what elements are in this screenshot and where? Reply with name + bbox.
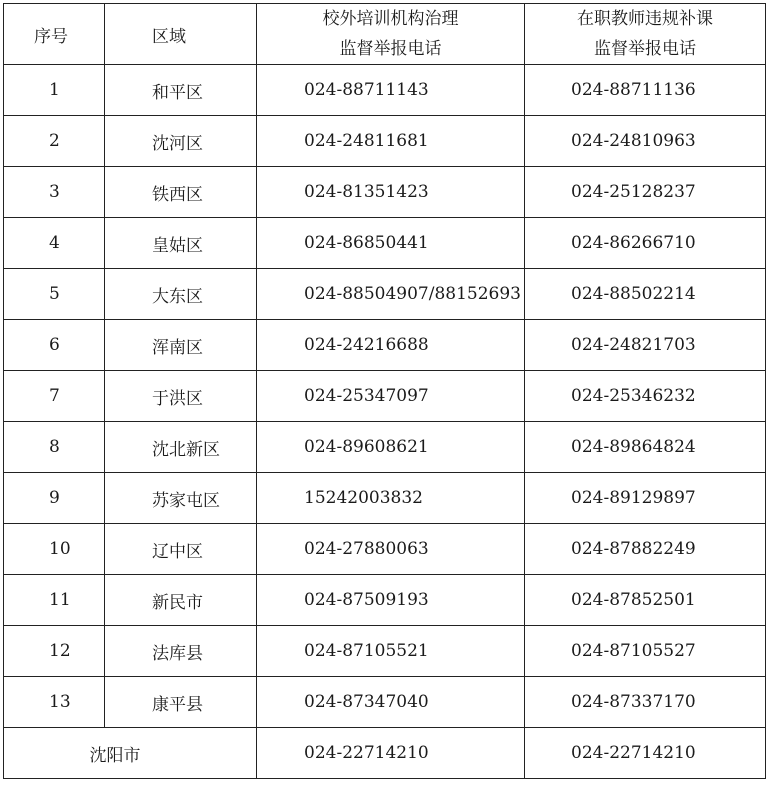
table-header-row — [4, 4, 766, 65]
row-number: 12 — [4, 626, 105, 677]
row-phone-training: 024-87347040 — [257, 677, 525, 728]
row-phone-training: 024-89608621 — [257, 422, 525, 473]
total-phone-training: 024-22714210 — [257, 728, 525, 779]
total-label: 沈阳市 — [4, 728, 257, 779]
row-area: 新民市 — [105, 575, 257, 626]
row-area: 和平区 — [105, 65, 257, 116]
row-number: 13 — [4, 677, 105, 728]
table-row — [4, 524, 766, 575]
table-row — [4, 65, 766, 116]
row-phone-teacher: 024-24821703 — [525, 320, 766, 371]
row-phone-training: 024-25347097 — [257, 371, 525, 422]
row-phone-teacher: 024-24810963 — [525, 116, 766, 167]
header-training-hotline — [257, 4, 525, 65]
row-phone-teacher: 024-86266710 — [525, 218, 766, 269]
header-teacher-hotline — [525, 4, 766, 65]
row-number: 8 — [4, 422, 105, 473]
row-phone-teacher: 024-25128237 — [525, 167, 766, 218]
table-row — [4, 218, 766, 269]
header-teacher-line1: 在职教师违规补课 — [577, 9, 713, 29]
row-area: 康平县 — [105, 677, 257, 728]
row-number: 3 — [4, 167, 105, 218]
row-phone-training: 024-87105521 — [257, 626, 525, 677]
row-phone-teacher: 024-87882249 — [525, 524, 766, 575]
row-phone-teacher: 024-88502214 — [525, 269, 766, 320]
row-area: 法库县 — [105, 626, 257, 677]
row-number: 1 — [4, 65, 105, 116]
row-area: 皇姑区 — [105, 218, 257, 269]
header-training-line2: 监督举报电话 — [339, 39, 442, 59]
row-number: 2 — [4, 116, 105, 167]
table-row — [4, 320, 766, 371]
header-teacher-line2: 监督举报电话 — [594, 39, 696, 59]
row-phone-training: 024-88504907/88152693 — [257, 269, 525, 320]
row-area: 沈河区 — [105, 116, 257, 167]
row-phone-training: 024-27880063 — [257, 524, 525, 575]
table-row — [4, 116, 766, 167]
table-row — [4, 371, 766, 422]
table-row — [4, 626, 766, 677]
row-phone-teacher: 024-87105527 — [525, 626, 766, 677]
hotline-table — [3, 3, 766, 779]
table-row — [4, 269, 766, 320]
header-no: 序号 — [4, 4, 105, 65]
row-number: 6 — [4, 320, 105, 371]
table-row — [4, 473, 766, 524]
row-phone-training: 024-24216688 — [257, 320, 525, 371]
row-phone-training: 024-24811681 — [257, 116, 525, 167]
total-row — [4, 728, 766, 779]
row-area: 辽中区 — [105, 524, 257, 575]
row-number: 7 — [4, 371, 105, 422]
row-area: 苏家屯区 — [105, 473, 257, 524]
table-body — [4, 65, 766, 728]
row-phone-teacher: 024-87337170 — [525, 677, 766, 728]
row-phone-teacher: 024-87852501 — [525, 575, 766, 626]
header-area: 区域 — [105, 4, 257, 65]
table-row — [4, 422, 766, 473]
table-row — [4, 677, 766, 728]
row-area: 沈北新区 — [105, 422, 257, 473]
row-phone-training: 024-87509193 — [257, 575, 525, 626]
row-phone-training: 15242003832 — [257, 473, 525, 524]
row-number: 5 — [4, 269, 105, 320]
row-number: 11 — [4, 575, 105, 626]
table-row — [4, 575, 766, 626]
row-number: 9 — [4, 473, 105, 524]
row-phone-training: 024-88711143 — [257, 65, 525, 116]
row-number: 10 — [4, 524, 105, 575]
row-area: 于洪区 — [105, 371, 257, 422]
row-phone-teacher: 024-89129897 — [525, 473, 766, 524]
header-training-line1: 校外培训机构治理 — [322, 9, 459, 29]
row-area: 铁西区 — [105, 167, 257, 218]
row-phone-training: 024-81351423 — [257, 167, 525, 218]
row-phone-teacher: 024-89864824 — [525, 422, 766, 473]
total-phone-teacher: 024-22714210 — [525, 728, 766, 779]
row-area: 浑南区 — [105, 320, 257, 371]
row-phone-training: 024-86850441 — [257, 218, 525, 269]
row-number: 4 — [4, 218, 105, 269]
row-phone-teacher: 024-88711136 — [525, 65, 766, 116]
row-area: 大东区 — [105, 269, 257, 320]
table-row — [4, 167, 766, 218]
row-phone-teacher: 024-25346232 — [525, 371, 766, 422]
